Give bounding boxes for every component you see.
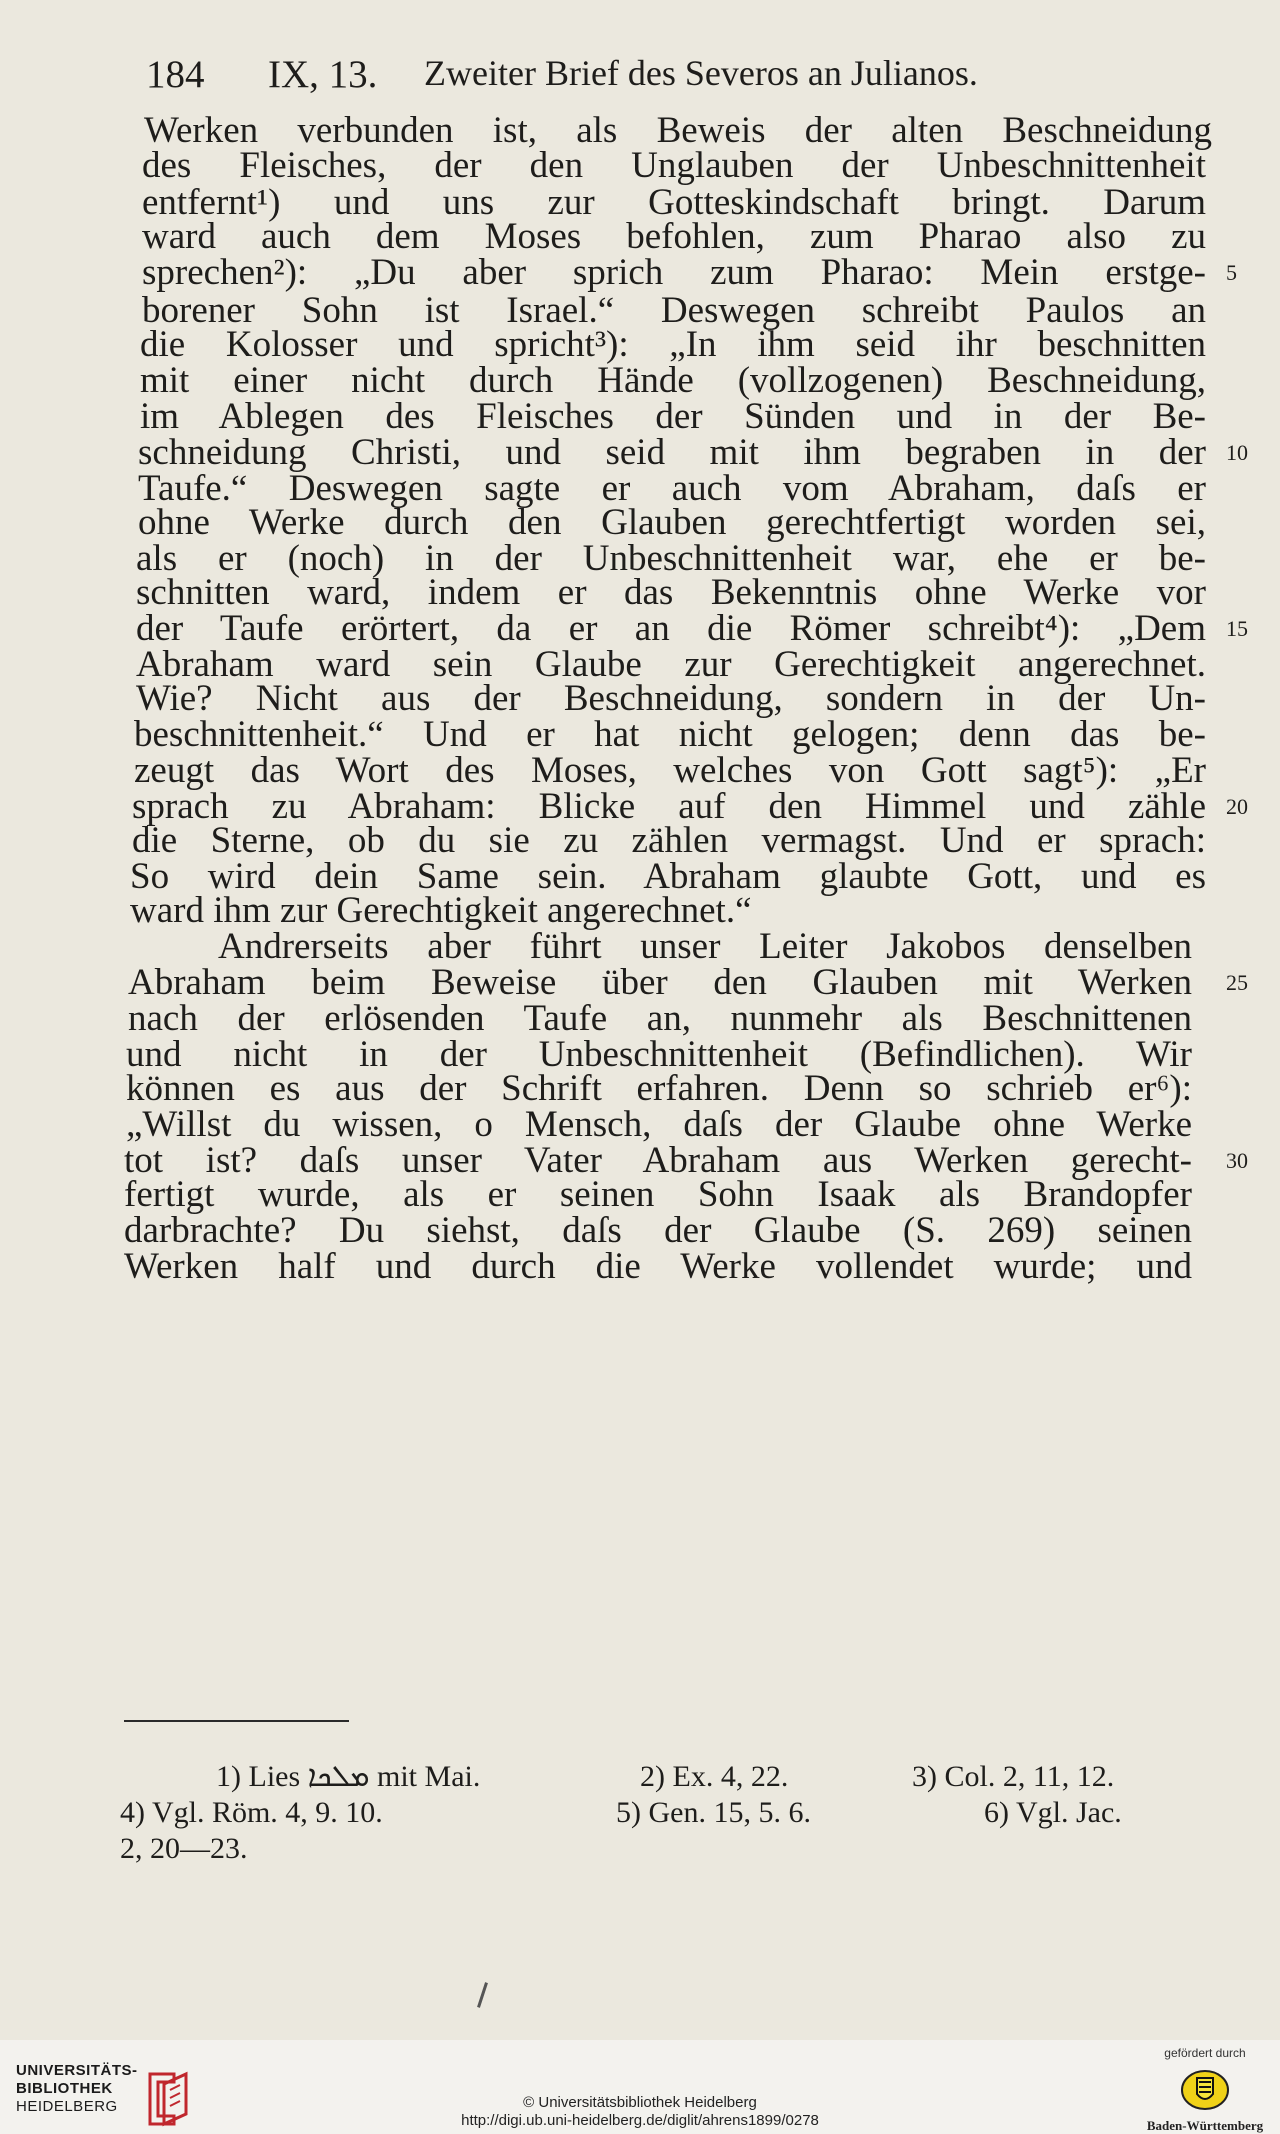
body-line: mit einer nicht durch Hände (vollzogenen) Beschneidung, [140,360,1206,401]
running-title: Zweiter Brief des Severos an Julianos. [424,53,978,93]
library-name-line-2: BIBLIOTHEK [16,2080,113,2097]
funder-label: gefördert durch [1164,2046,1246,2060]
footnote: 1) Lies ܡܠܟܐ mit Mai. [216,1760,481,1793]
library-name-line-3: HEIDELBERG [16,2098,118,2115]
library-name-line-1: UNIVERSITÄTS- [16,2062,138,2079]
body-line: schnitten ward, indem er das Bekenntnis ohne Werke vor [136,572,1206,613]
body-line: borener Sohn ist Israel.“ Deswegen schreibt Paulos an [142,290,1206,331]
body-line: ward auch dem Moses befohlen, zum Pharao also zu [142,216,1206,257]
body-line: sprach zu Abraham: Blicke auf den Himmel und zähle [132,786,1206,827]
body-line: Taufe.“ Deswegen sagte er auch vom Abraham, daſs er [138,468,1206,509]
body-line: im Ablegen des Fleisches der Sünden und in der Be- [140,396,1206,437]
body-line: darbrachte? Du siehst, daſs der Glaube (S. 269) seinen [124,1210,1192,1251]
body-line: fertigt wurde, als er seinen Sohn Isaak als Brandopfer [124,1174,1192,1215]
footnote: 6) Vgl. Jac. [984,1796,1122,1829]
body-line: Abraham ward sein Glaube zur Gerechtigkeit angerechnet. [136,644,1206,685]
permalink-url[interactable]: http://digi.ub.uni-heidelberg.de/diglit/ahrens1899/0278 [461,2112,819,2129]
margin-line-number: 10 [1226,440,1248,465]
margin-line-number: 20 [1226,794,1248,819]
stray-mark [477,1982,488,2008]
body-line: nach der erlösenden Taufe an, nunmehr als Beschnittenen [128,998,1192,1039]
body-line: Andrerseits aber führt unser Leiter Jakobos denselben [218,926,1192,967]
coat-of-arms-icon [1180,2068,1230,2112]
body-line: Abraham beim Beweise über den Glauben mit Werken [128,962,1192,1003]
body-line: tot ist? daſs unser Vater Abraham aus Werken gerecht- [124,1140,1192,1181]
body-line: die Sterne, ob du sie zu zählen vermagst. Und er sprach: [132,820,1206,861]
margin-line-number: 5 [1226,260,1237,285]
section-reference: IX, 13. [268,53,378,96]
margin-line-number: 30 [1226,1148,1248,1173]
body-line: zeugt das Wort des Moses, welches von Gott sagt⁵): „Er [134,750,1206,791]
body-line: entfernt¹) und uns zur Gotteskindschaft bringt. Darum [142,182,1206,223]
funder-name: Baden-Württemberg [1146,2118,1264,2133]
page-number: 184 [146,53,205,96]
page-header [0,52,1280,112]
body-line: Werken half und durch die Werke vollendet wurde; und [124,1246,1192,1287]
margin-line-number: 15 [1226,616,1248,641]
footnote: 2) Ex. 4, 22. [640,1760,789,1793]
body-line: Werken verbunden ist, als Beweis der alten Beschneidung [144,110,1212,151]
margin-line-number: 25 [1226,970,1248,995]
body-line: des Fleisches, der den Unglauben der Unbeschnittenheit [142,145,1206,186]
funder-block [1130,2046,1280,2133]
body-line: als er (noch) in der Unbeschnittenheit war, ehe er be- [136,538,1206,579]
body-line: So wird dein Same sein. Abraham glaubte Gott, und es [130,856,1206,897]
footnote: 5) Gen. 15, 5. 6. [616,1796,811,1829]
body-line: schneidung Christi, und seid mit ihm begraben in der [138,432,1206,473]
footnote: 4) Vgl. Röm. 4, 9. 10. [120,1796,383,1829]
body-line: „Willst du wissen, o Mensch, daſs der Glaube ohne Werke [126,1104,1192,1145]
body-line: sprechen²): „Du aber sprich zum Pharao: Mein erstge- [142,252,1206,293]
body-line: können es aus der Schrift erfahren. Denn so schrieb er⁶): [126,1068,1192,1109]
body-line: ohne Werke durch den Glauben gerechtfertigt worden sei, [138,502,1206,543]
footnote-rule [124,1720,349,1722]
body-line: und nicht in der Unbeschnittenheit (Befindlichen). Wir [126,1034,1192,1075]
body-line: der Taufe erörtert, da er an die Römer schreibt⁴): „Dem [136,608,1206,649]
body-line: Wie? Nicht aus der Beschneidung, sondern in der Un- [136,678,1206,719]
footnote: 3) Col. 2, 11, 12. [912,1760,1115,1793]
footnote: 2, 20—23. [120,1832,248,1865]
body-line: die Kolosser und spricht³): „In ihm seid ihr beschnitten [140,324,1206,365]
copyright-notice: © Universitätsbibliothek Heidelberg [523,2094,757,2111]
body-line: beschnittenheit.“ Und er hat nicht gelogen; denn das be- [134,714,1206,755]
body-line: ward ihm zur Gerechtigkeit angerechnet.“ [130,890,752,931]
footer-bar [0,2040,1280,2134]
